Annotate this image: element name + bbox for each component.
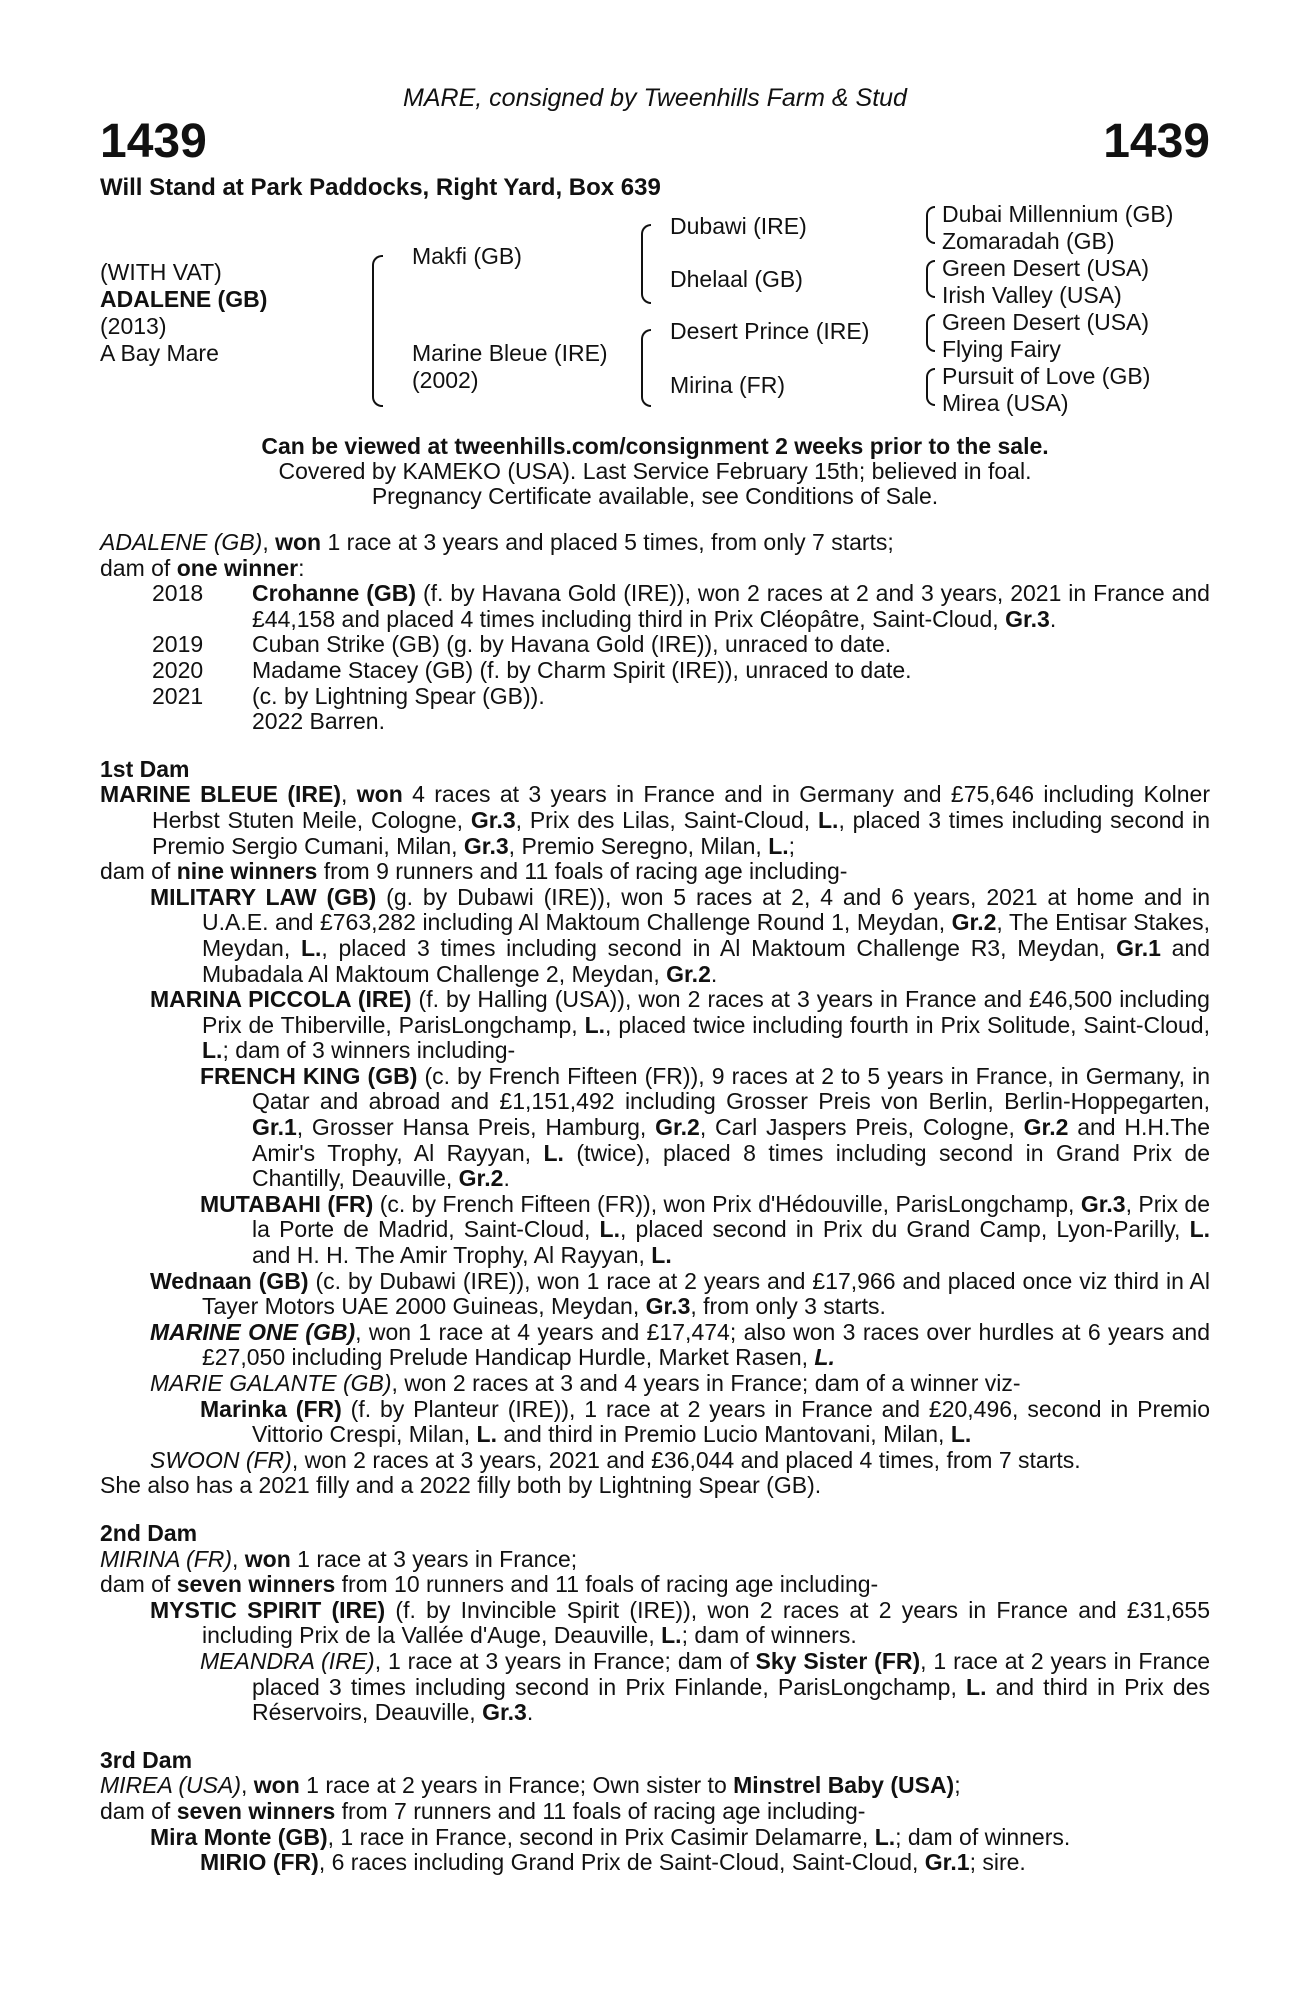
produce-marine-one: MARINE ONE (GB), won 1 race at 4 years and £17,474; also won 3 races over hurdles at 6 years and £27,050 including Prelude Handicap Hurdle, Market Rasen, L. — [150, 1318, 1210, 1371]
lot-number-right: 1439 — [1103, 115, 1210, 168]
produce-mutabahi: MUTABAHI (FR) (c. by French Fifteen (FR)), won Prix d'Hédouville, ParisLongchamp, Gr.3, Prix de la Porte de Madrid, Saint-Cloud, L., placed second in Prix du Grand Camp, Lyon-Parilly, L. and H. H. The Amir Trophy, Al Rayyan, L. — [200, 1190, 1211, 1269]
produce-row: 2020 Madame Stacey (GB) (f. by Charm Spirit (IRE)), unraced to date. — [152, 656, 912, 683]
certificate-note: Pregnancy Certificate available, see Conditions of Sale. — [371, 483, 939, 509]
brace-g3 — [926, 314, 935, 352]
viewing-note: Can be viewed at tweenhills.com/consignment 2 weeks prior to the sale. — [261, 433, 1049, 459]
produce-row: 2018 Crohanne (GB) (f. by Havana Gold (IRE)), won 2 races at 2 and 3 years, 2021 in France and £44,158 and placed 4 times including third in Prix Cléopâtre, Saint-Cloud, Gr.3. — [152, 580, 1210, 632]
dam-sire: Desert Prince (IRE) — [670, 318, 870, 344]
sire-sire: Dubawi (IRE) — [670, 213, 807, 239]
vat-label: (WITH VAT) — [100, 259, 222, 285]
dam-year: (2002) — [412, 367, 479, 393]
sire-dam-dam: Irish Valley (USA) — [942, 282, 1122, 308]
first-dam-heading: 1st Dam — [100, 755, 190, 782]
pedigree-notes — [100, 530, 1210, 1876]
produce-marie-galante: MARIE GALANTE (GB), won 2 races at 3 and 4 years in France; dam of a winner viz- — [150, 1370, 1021, 1396]
consignor-line: MARE, consigned by Tweenhills Farm & Stud — [403, 84, 907, 112]
stand-location: Will Stand at Park Paddocks, Right Yard, Box 639 — [100, 174, 661, 201]
dam-sire-sire: Green Desert (USA) — [942, 309, 1150, 335]
produce-row: 2019 Cuban Strike (GB) (g. by Havana Gold (IRE)), unraced to date. — [152, 631, 892, 658]
sire-dam-sire: Green Desert (USA) — [942, 255, 1150, 281]
first-dam-entry: MARINE BLEUE (IRE), won 4 races at 3 years in France and in Germany and £75,646 including Kolner Herbst Stuten Meile, Cologne, Gr.3, Prix des Lilas, Saint-Cloud, L., placed 3 times including second in Premio Sergio Cumani, Milan, Gr.3, Premio Seregno, Milan, L.; — [100, 781, 1211, 859]
produce-intro: ADALENE (GB), won 1 race at 3 years and placed 5 times, from only 7 starts; dam of one winner: — [100, 529, 894, 581]
brace-dam-parents — [641, 329, 651, 407]
produce-list — [100, 581, 1210, 735]
sire-dam: Dhelaal (GB) — [670, 266, 803, 292]
lot-number-left: 1439 — [100, 115, 207, 168]
produce-military-law: MILITARY LAW (GB) (g. by Dubawi (IRE)), won 5 races at 2, 4 and 6 years, 2021 at home and in U.A.E. and £763,282 including Al Maktoum Challenge Round 1, Meydan, Gr.2, The Entisar Stakes, Meydan, L., placed 3 times including second in Al Maktoum Challenge R3, Meydan, Gr.1 and Mubadala Al Maktoum Challenge 2, Meydan, Gr.2. — [150, 883, 1211, 987]
second-dam-heading: 2nd Dam — [100, 1519, 198, 1546]
produce-mirio: MIRIO (FR), 6 races including Grand Prix de Saint-Cloud, Saint-Cloud, Gr.1; sire. — [200, 1849, 1026, 1876]
dam-sire-dam: Flying Fairy — [942, 336, 1061, 362]
second-dam-entry: MIRINA (FR), won 1 race at 3 years in France; dam of seven winners from 10 runners and 11 foals of racing age including- — [100, 1545, 879, 1598]
horse-description: A Bay Mare — [100, 340, 219, 366]
dam: Marine Bleue (IRE) — [412, 340, 608, 366]
brace-sire-parents — [641, 224, 651, 304]
third-dam-entry: MIREA (USA), won 1 race at 2 years in France; Own sister to Minstrel Baby (USA); dam of seven winners from 7 runners and 11 foals of racing age including- — [100, 1772, 961, 1824]
produce-meandra: MEANDRA (IRE), 1 race at 3 years in France; dam of Sky Sister (FR), 1 race at 2 years in France placed 3 times including second in Prix Finlande, ParisLongchamp, L. and third in Prix des Réservoirs, Deauville, Gr.3. — [200, 1647, 1210, 1726]
brace-sire-dam — [372, 255, 383, 407]
horse-year: (2013) — [100, 313, 167, 339]
dam-dam-dam: Mirea (USA) — [942, 390, 1069, 416]
brace-g4 — [926, 368, 935, 406]
produce-french-king: FRENCH KING (GB) (c. by French Fifteen (FR)), 9 races at 2 to 5 years in France, in Germany, in Qatar and abroad and £1,151,492 including Grosser Preis von Berlin, Berlin-Hoppegarten, Gr.1, Grosser Hansa Preis, Hamburg, Gr.2, Carl Jaspers Preis, Cologne, Gr.2 and H.H.The Amir's Trophy, Al Rayyan, L. (twice), placed 8 times including second in Grand Prix de Chantilly, Deauville, Gr.2. — [200, 1062, 1211, 1192]
produce-marinka: Marinka (FR) (f. by Planteur (IRE)), 1 race at 2 years in France and £20,496, second in Premio Vittorio Crespi, Milan, L. and third in Premio Lucio Mantovani, Milan, L. — [200, 1395, 1210, 1448]
sire-sire-sire: Dubai Millennium (GB) — [942, 201, 1174, 227]
covered-note: Covered by KAMEKO (USA). Last Service February 15th; believed in foal. — [278, 458, 1032, 484]
dam-dam-sire: Pursuit of Love (GB) — [942, 363, 1151, 389]
produce-wednaan: Wednaan (GB) (c. by Dubawi (IRE)), won 1 race at 2 years and £17,966 and placed once viz third in Al Tayer Motors UAE 2000 Guineas, Meydan, Gr.3, from only 3 starts. — [150, 1267, 1210, 1320]
brace-g2 — [926, 260, 935, 298]
horse-name: ADALENE (GB) — [100, 286, 268, 312]
produce-swoon: SWOON (FR), won 2 races at 3 years, 2021 and £36,044 and placed 4 times, from 7 starts. — [150, 1446, 1081, 1473]
sire: Makfi (GB) — [412, 243, 522, 269]
third-dam-heading: 3rd Dam — [100, 1746, 193, 1773]
produce-row: 2021 (c. by Lightning Spear (GB)). — [152, 682, 545, 709]
produce-mira-monte: Mira Monte (GB), 1 race in France, second in Prix Casimir Delamarre, L.; dam of winners. — [150, 1823, 1071, 1850]
dam-dam: Mirina (FR) — [670, 372, 785, 398]
produce-marina-piccola: MARINA PICCOLA (IRE) (f. by Halling (USA)), won 2 races at 3 years in France and £46,500 including Prix de Thiberville, ParisLongchamp, L., placed twice including fourth in Prix Solitude, Saint-Cloud, L.; dam of 3 winners including- — [150, 986, 1210, 1064]
produce-mystic-spirit: MYSTIC SPIRIT (IRE) (f. by Invincible Spirit (IRE)), won 2 races at 2 years in France and £31,655 including Prix de la Vallée d'Auge, Deauville, L.; dam of winners. — [150, 1596, 1210, 1649]
brace-g1 — [926, 206, 935, 244]
first-dam-produce-summary: dam of nine winners from 9 runners and 11 foals of racing age including- — [100, 858, 848, 885]
first-dam-also: She also has a 2021 filly and a 2022 filly both by Lightning Spear (GB). — [100, 1472, 822, 1499]
produce-row: 2022 Barren. — [252, 708, 385, 735]
sire-sire-dam: Zomaradah (GB) — [942, 228, 1115, 254]
